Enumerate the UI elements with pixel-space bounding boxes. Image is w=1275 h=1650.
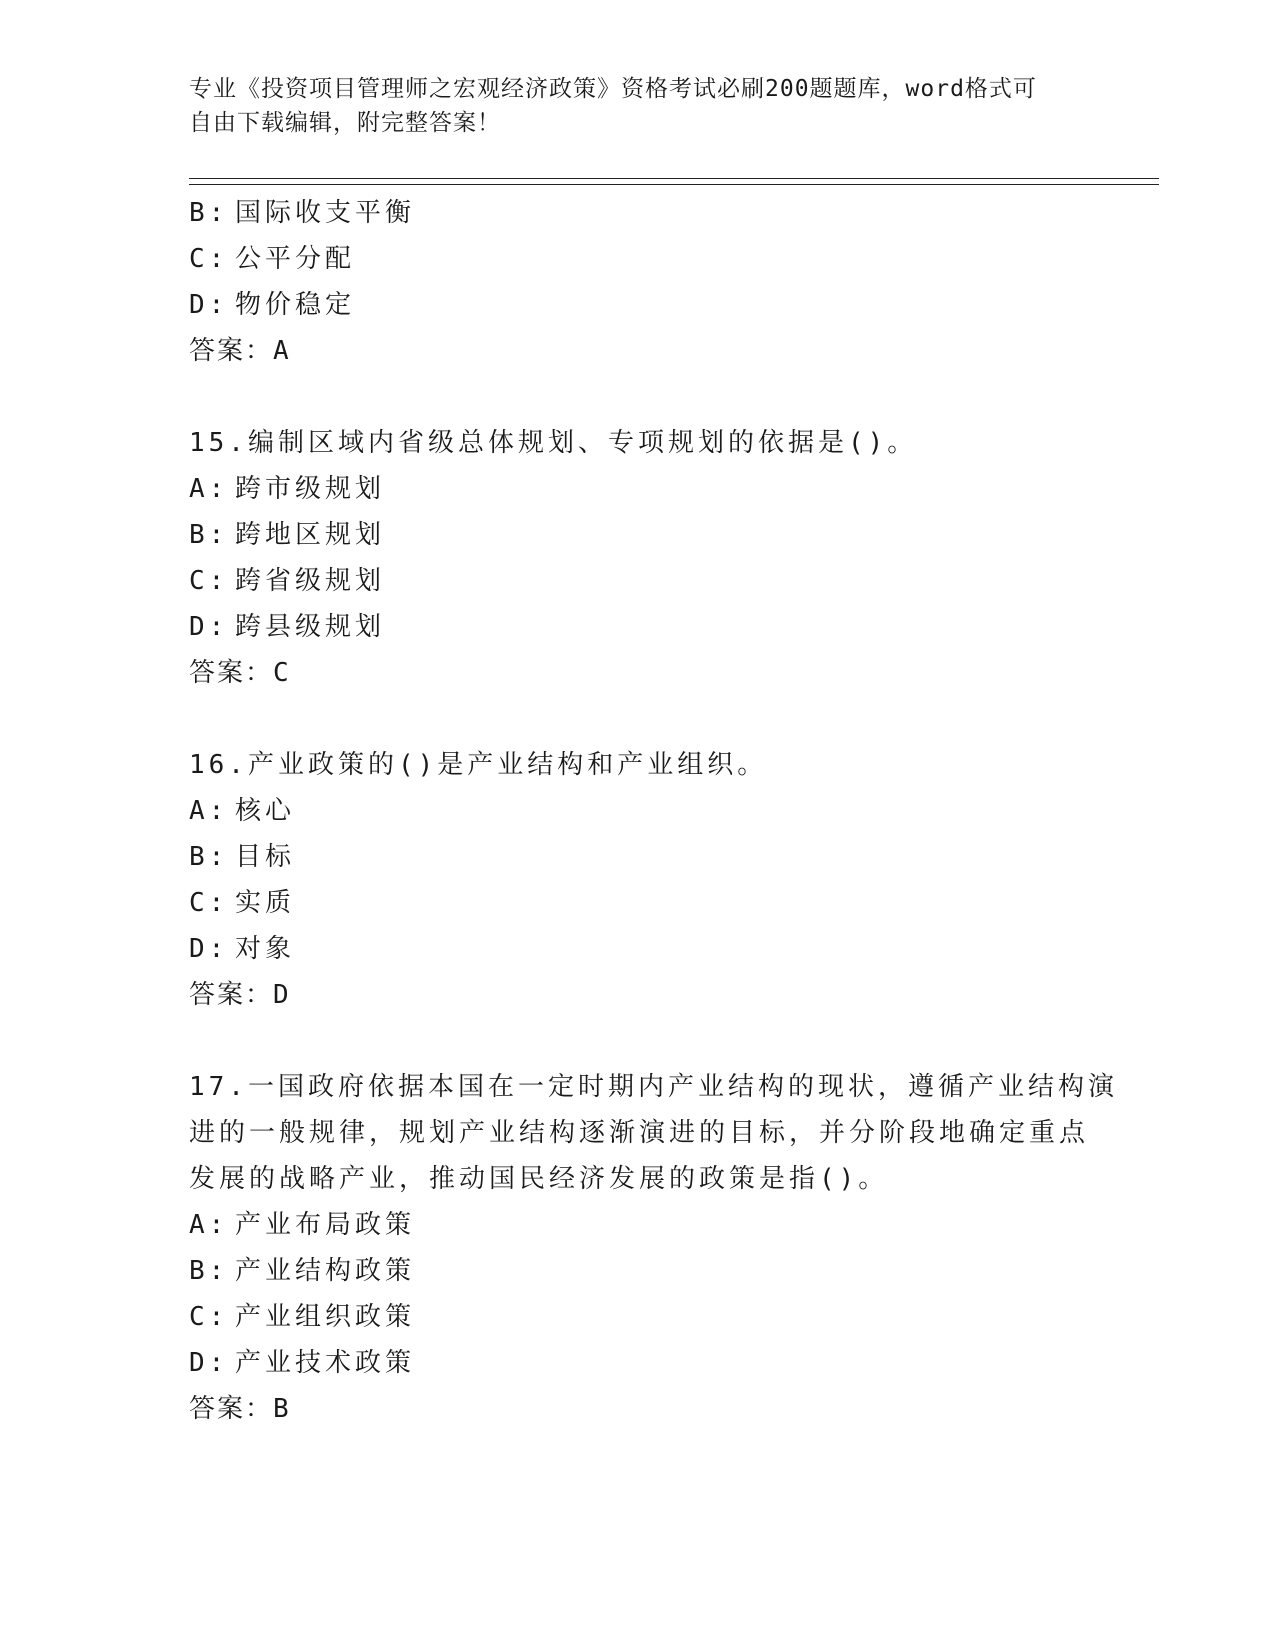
header-line-1: 专业《投资项目管理师之宏观经济政策》资格考试必刷200题题库，word格式可 [189,76,1037,102]
question-list [189,190,1118,1432]
question-14 [189,190,1089,374]
option-a: A: 产业布局政策 [189,1210,416,1240]
answer: 答案：B [189,1394,291,1424]
document-header [189,72,1089,140]
question-text-line-2: 进的一般规律，规划产业结构逐渐演进的目标，并分阶段地确定重点 [189,1118,1090,1148]
option-b: B: 跨地区规划 [189,520,386,550]
option-d: D: 跨县级规划 [189,612,386,642]
answer: 答案：C [189,658,291,688]
option-b: B: 国际收支平衡 [189,198,416,228]
question-text: 16.产业政策的()是产业结构和产业组织。 [189,750,768,780]
option-c: C: 跨省级规划 [189,566,386,596]
option-a: A: 核心 [189,796,296,826]
option-d: D: 产业技术政策 [189,1348,416,1378]
option-d: D: 对象 [189,934,296,964]
question-text: 15.编制区域内省级总体规划、专项规划的依据是()。 [189,428,918,458]
header-line-2: 自由下载编辑，附完整答案！ [189,110,501,136]
option-b: B: 产业结构政策 [189,1256,416,1286]
answer: 答案：D [189,980,291,1010]
header-divider [189,178,1159,185]
question-16 [189,742,1089,1018]
option-d: D: 物价稳定 [189,290,356,320]
option-c: C: 产业组织政策 [189,1302,416,1332]
option-b: B: 目标 [189,842,296,872]
option-a: A: 跨市级规划 [189,474,386,504]
question-text-line-3: 发展的战略产业，推动国民经济发展的政策是指()。 [189,1164,889,1194]
question-17 [189,1064,1118,1432]
question-15 [189,420,1089,696]
question-text-line-1: 17.一国政府依据本国在一定时期内产业结构的现状，遵循产业结构演 [189,1072,1118,1102]
option-c: C: 公平分配 [189,244,356,274]
answer: 答案：A [189,336,291,366]
option-c: C: 实质 [189,888,296,918]
